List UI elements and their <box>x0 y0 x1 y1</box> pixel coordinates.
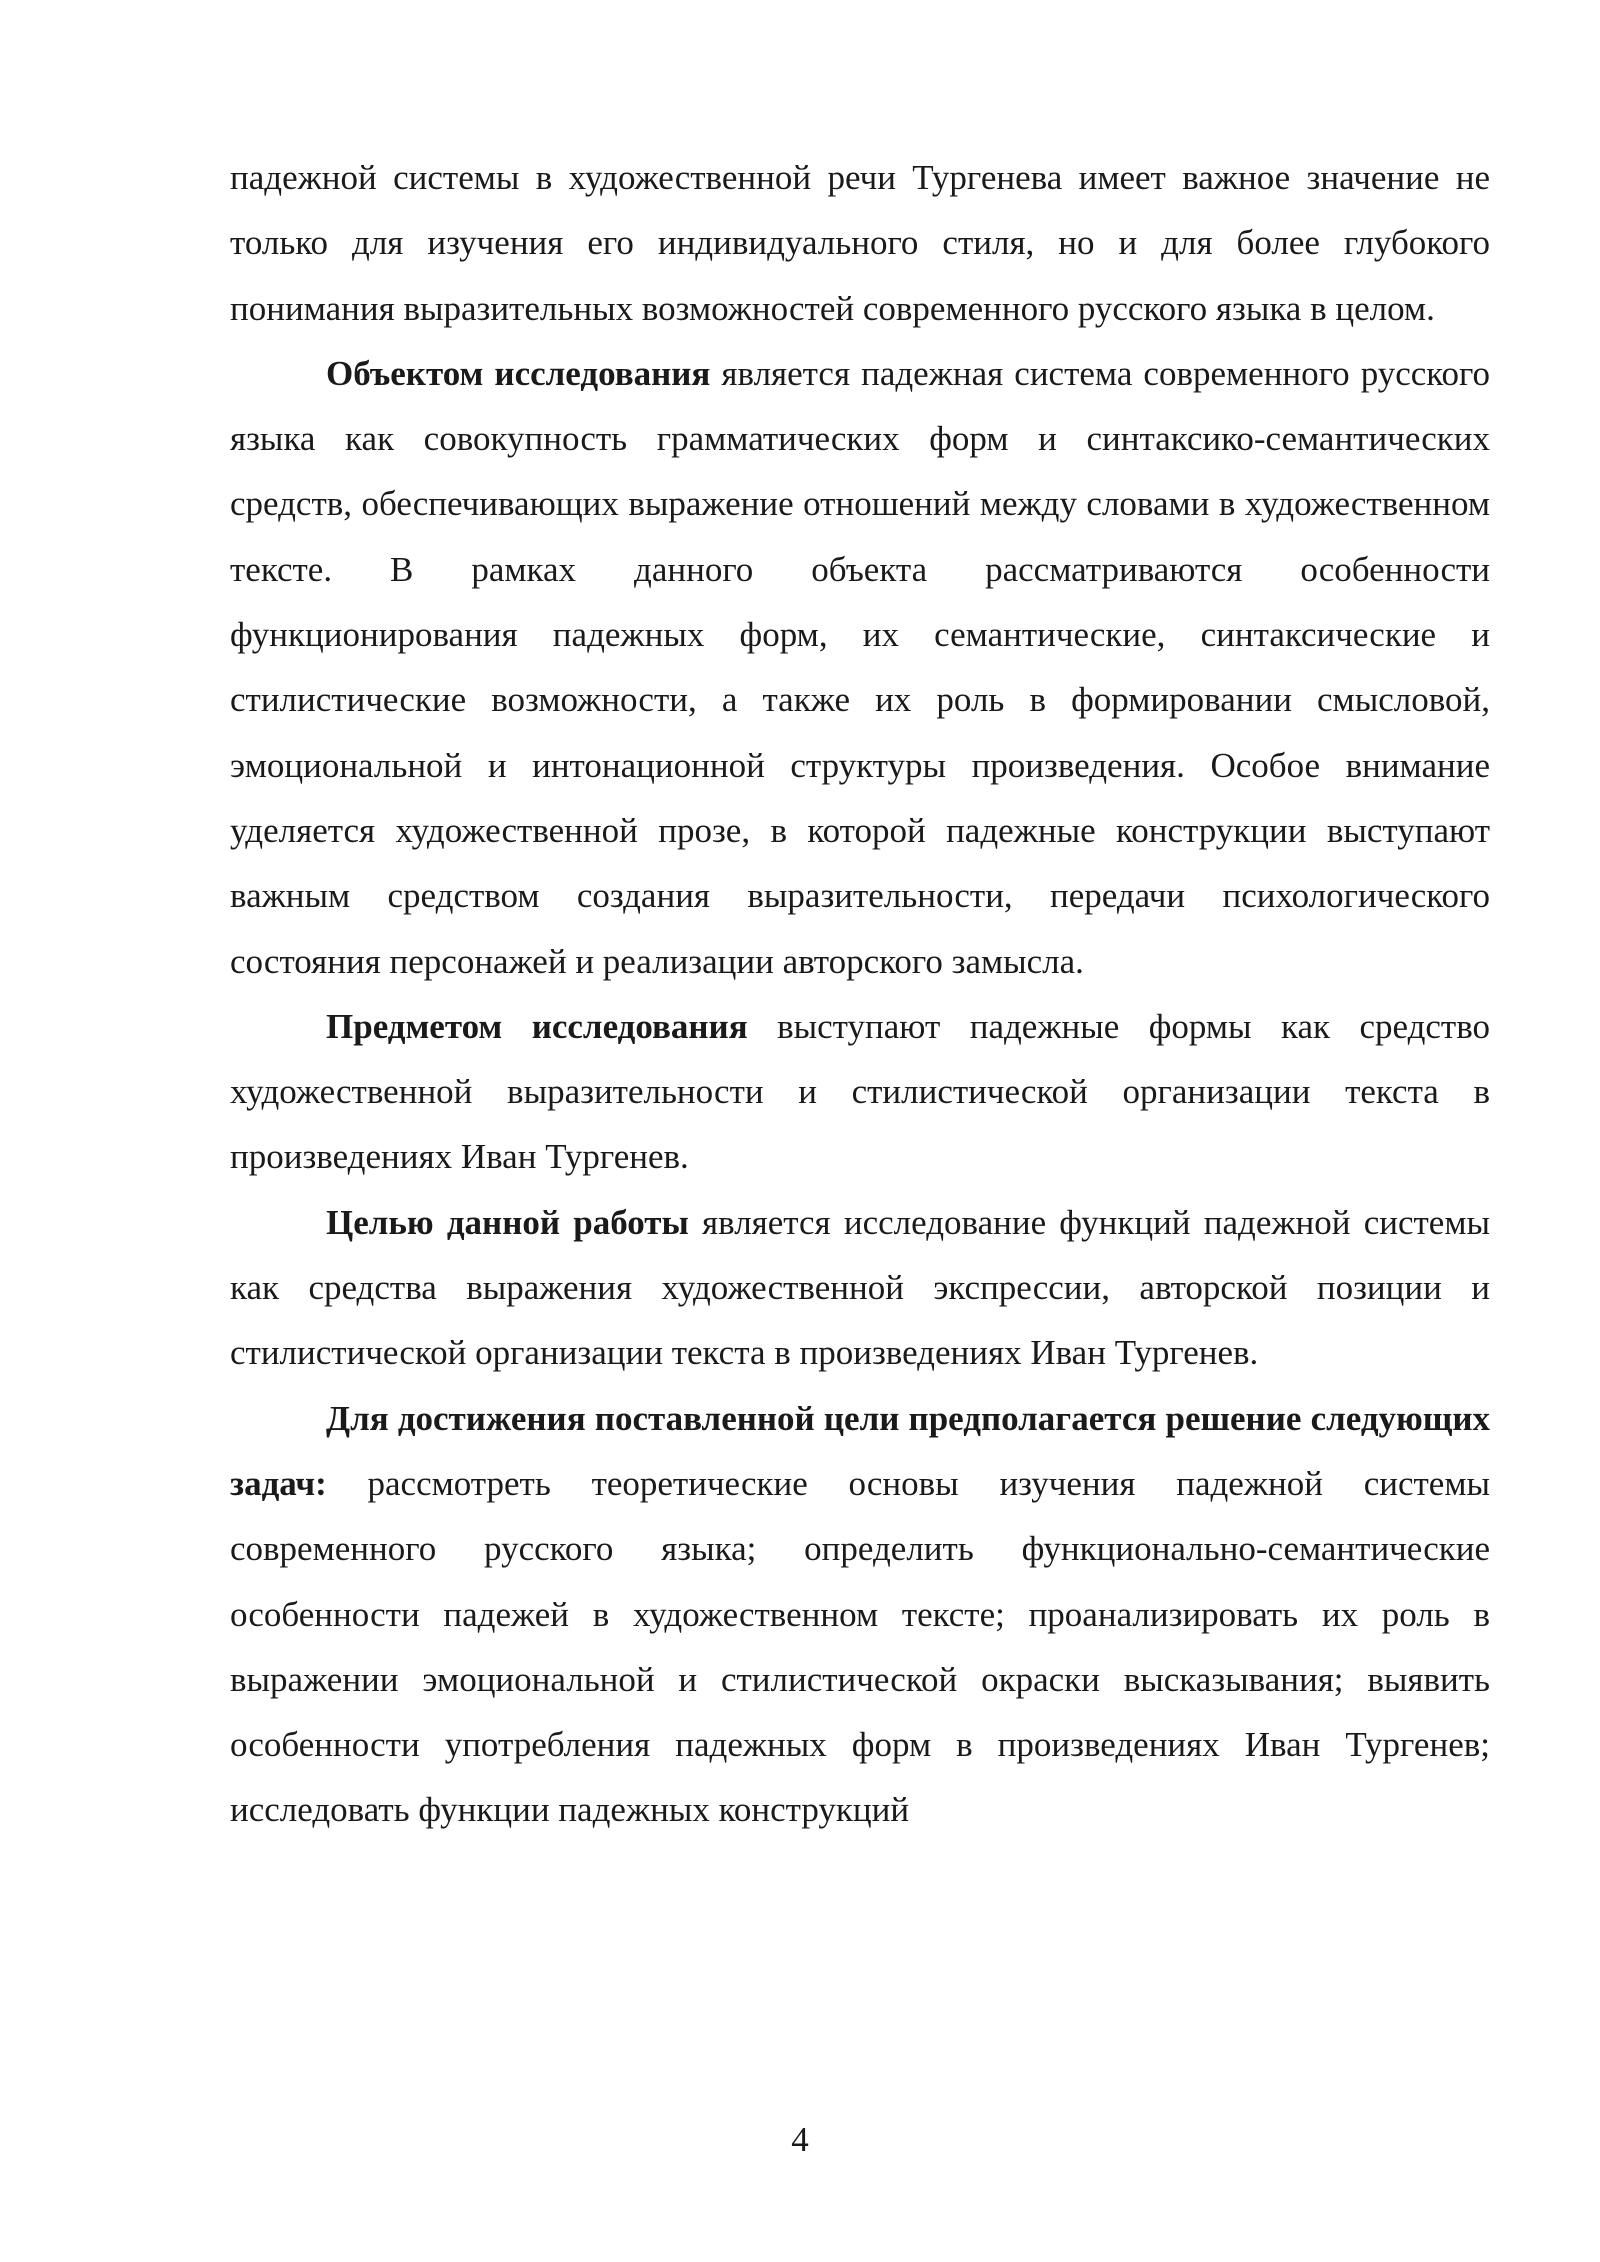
paragraph-text: падежной системы в художественной речи Тургенева имеет важное значение не только для изучения его индивидуального стиля, но и для более глубокого понимания выразительных возможностей современного русского языка в целом. <box>230 158 1490 328</box>
document-body <box>230 145 1490 1843</box>
page-number: 4 <box>791 2120 809 2159</box>
paragraph-heading: Объектом исследования <box>326 353 711 393</box>
paragraph-text: является падежная система современного русского языка как совокупность грамматических форм и синтаксико-семантических средств, обеспечивающих выражение отношений между словами в художественном тексте. В рамках данного объекта рассматриваются особенности функционирования падежных форм, их семантические, синтаксические и стилистические возможности, а также их роль в формировании смысловой, эмоциональной и интонационной структуры произведения. Особое внимание уделяется художественной прозе, в которой падежные конструкции выступают важным средством создания выразительности, передачи психологического состояния персонажей и реализации авторского замысла. <box>230 353 1491 981</box>
paragraph-heading: Для достижения поставленной цели предполагается решение следующих задач: <box>230 1398 1490 1503</box>
paragraph-text: рассмотреть теоретические основы изучения падежной системы современного русского языка; определить функционально-семантические особенности падежей в художественном тексте; проанализировать их роль в выражении эмоциональной и стилистической окраски высказывания; выявить особенности употребления падежных форм в произведениях Иван Тургенев; исследовать функции падежных конструкций <box>230 1463 1490 1830</box>
paragraph-text: является исследование функций падежной системы как средства выражения художественной экспрессии, авторской позиции и стилистической организации текста в произведениях Иван Тургенев. <box>230 1202 1490 1373</box>
paragraph-goal <box>230 1190 1490 1386</box>
paragraph-object-of-study <box>230 341 1490 994</box>
paragraph-heading: Предметом исследования <box>326 1006 748 1046</box>
paragraph-heading: Целью данной работы <box>326 1202 689 1242</box>
paragraph-subject-of-study <box>230 994 1490 1190</box>
paragraph-continuation <box>230 145 1490 341</box>
paragraph-text: выступают падежные формы как средство художественной выразительности и стилистической организации текста в произведениях Иван Тургенев. <box>230 1006 1490 1177</box>
paragraph-tasks <box>230 1386 1490 1843</box>
